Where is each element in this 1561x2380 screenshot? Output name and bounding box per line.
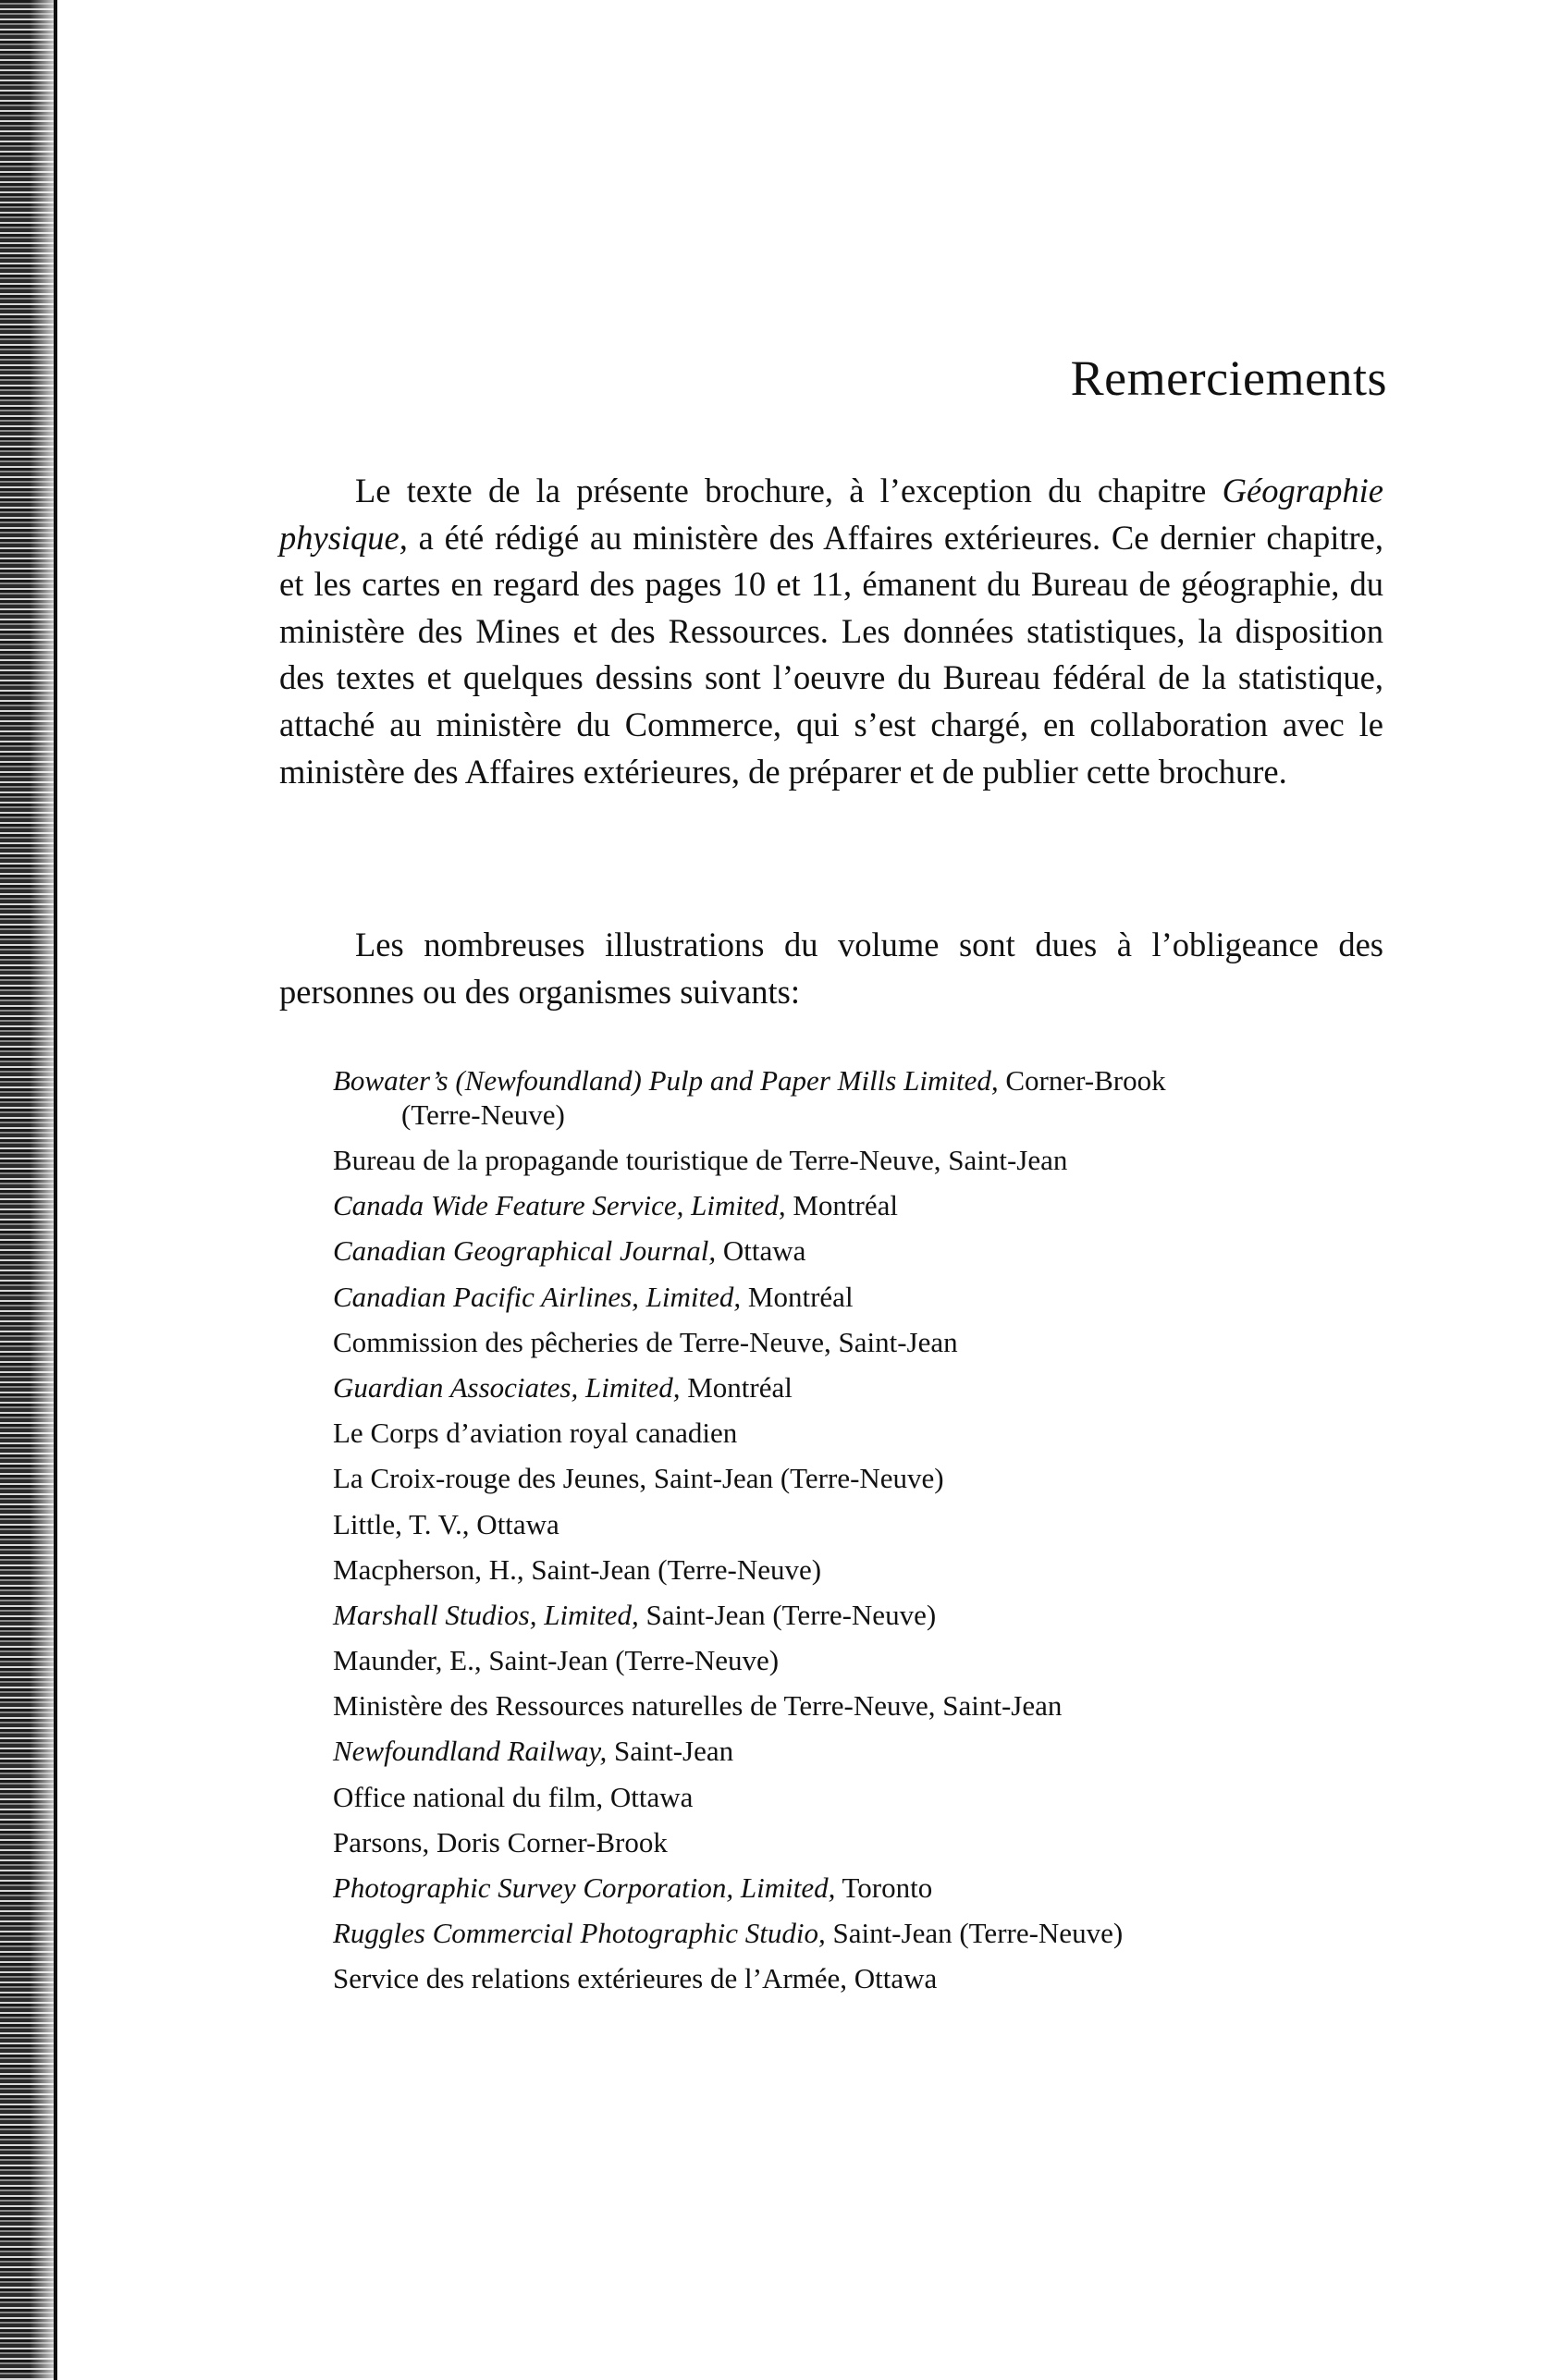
credit-source-text: Little, T. V., Ottawa: [333, 1507, 559, 1540]
credit-source-text: Ministère des Ressources naturelles de Terre-Neuve, Saint-Jean: [333, 1689, 1063, 1723]
credit-entry: [333, 1865, 1387, 1910]
credit-source-text: Office national du film, Ottawa: [333, 1780, 694, 1813]
credit-source-text: Montréal: [741, 1280, 854, 1313]
binding-edge: [0, 0, 54, 2380]
credits-list: [333, 1056, 1387, 2002]
credit-entry: [333, 1228, 1387, 1273]
credit-entry: [333, 1728, 1387, 1773]
illustrations-paragraph: Les nombreuses illustrations du volume sont dues à l’obligeance des personnes ou des organismes suivants:: [279, 926, 1383, 1011]
credit-entry: [333, 1063, 1387, 1137]
credit-entry: [333, 1774, 1387, 1820]
credit-source-text: La Croix-rouge des Jeunes, Saint-Jean (Terre-Neuve): [333, 1462, 944, 1495]
credit-source-text: Service des relations extérieures de l’Armée, Ottawa: [333, 1962, 938, 1995]
credit-source-text: Parsons, Doris Corner-Brook: [333, 1825, 668, 1859]
credit-source-italic: Canada Wide Feature Service, Limited,: [333, 1189, 786, 1222]
credit-entry: [333, 1319, 1387, 1365]
credit-source-text: Saint-Jean (Terre-Neuve): [638, 1598, 937, 1631]
credit-entry: [333, 1274, 1387, 1319]
page-title: Remerciements: [1070, 350, 1387, 406]
credit-source-italic: Guardian Associates, Limited,: [333, 1370, 681, 1404]
credit-source-italic: Ruggles Commercial Photographic Studio,: [333, 1917, 826, 1950]
credit-source-italic: Marshall Studios, Limited,: [333, 1598, 639, 1631]
credit-entry: [333, 1455, 1387, 1501]
credit-entry: [333, 1502, 1387, 1547]
credit-entry: [333, 1137, 1387, 1183]
intro-paragraph-end: a été rédigé au ministère des Affaires extérieures. Ce dernier chapitre, et les cartes en regard des pages 10 et 11, émanent du Bureau de géographie, du ministère des Mines et des Ressources. Les données statistiques, la disposition des textes et quelques dessins sont l’oeuvre du Bureau fédéral de la statistique, attaché au ministère du Commerce, qui s’est chargé, en collaboration avec le ministère des Affaires extérieures, de préparer et de publier cette brochure.: [279, 518, 1383, 791]
credit-entry: [333, 1820, 1387, 1865]
binding-rule: [54, 0, 57, 2380]
credit-entry: [333, 1910, 1387, 1956]
credit-entry: [333, 1547, 1387, 1592]
credit-source-text: Commission des pêcheries de Terre-Neuve, Saint-Jean: [333, 1325, 958, 1358]
credit-source-text: Le Corps d’aviation royal canadien: [333, 1417, 738, 1450]
credit-source-italic: Photographic Survey Corporation, Limited,: [333, 1871, 836, 1904]
credit-source-text: Saint-Jean: [607, 1735, 734, 1768]
credit-entry: [333, 1683, 1387, 1728]
credit-entry: [333, 1365, 1387, 1410]
credit-entry: [333, 1183, 1387, 1228]
credit-source-text: Ottawa: [716, 1234, 806, 1268]
credit-entry: [333, 1956, 1387, 2001]
credit-entry: [333, 1638, 1387, 1683]
chapter-title-reference: Géographie physique,: [279, 472, 1383, 557]
intro-paragraph-start: Le texte de la présente brochure, à l’exception du chapitre: [355, 472, 1223, 509]
credit-continuation: (Terre-Neuve): [401, 1098, 565, 1131]
credit-entry: [333, 1410, 1387, 1455]
credit-entry: [333, 1592, 1387, 1638]
credit-source-italic: Bowater’s (Newfoundland) Pulp and Paper Mills Limited,: [333, 1064, 999, 1097]
credit-source-italic: Canadian Pacific Airlines, Limited,: [333, 1280, 742, 1313]
credit-source-italic: Newfoundland Railway,: [333, 1735, 608, 1768]
credit-source-text: Toronto: [835, 1871, 933, 1904]
intro-paragraph: [279, 468, 1383, 795]
credit-source-text: Maunder, E., Saint-Jean (Terre-Neuve): [333, 1644, 780, 1677]
credit-source-text: Bureau de la propagande touristique de Terre-Neuve, Saint-Jean: [333, 1144, 1068, 1176]
credit-source-text: Macpherson, H., Saint-Jean (Terre-Neuve): [333, 1552, 822, 1586]
credit-source-text: Saint-Jean (Terre-Neuve): [825, 1917, 1124, 1950]
credit-source-italic: Canadian Geographical Journal,: [333, 1234, 717, 1268]
credit-source-text: Montréal: [785, 1189, 898, 1222]
credit-source-text: Montréal: [680, 1370, 793, 1404]
credit-source-text: Corner-Brook: [998, 1064, 1166, 1097]
